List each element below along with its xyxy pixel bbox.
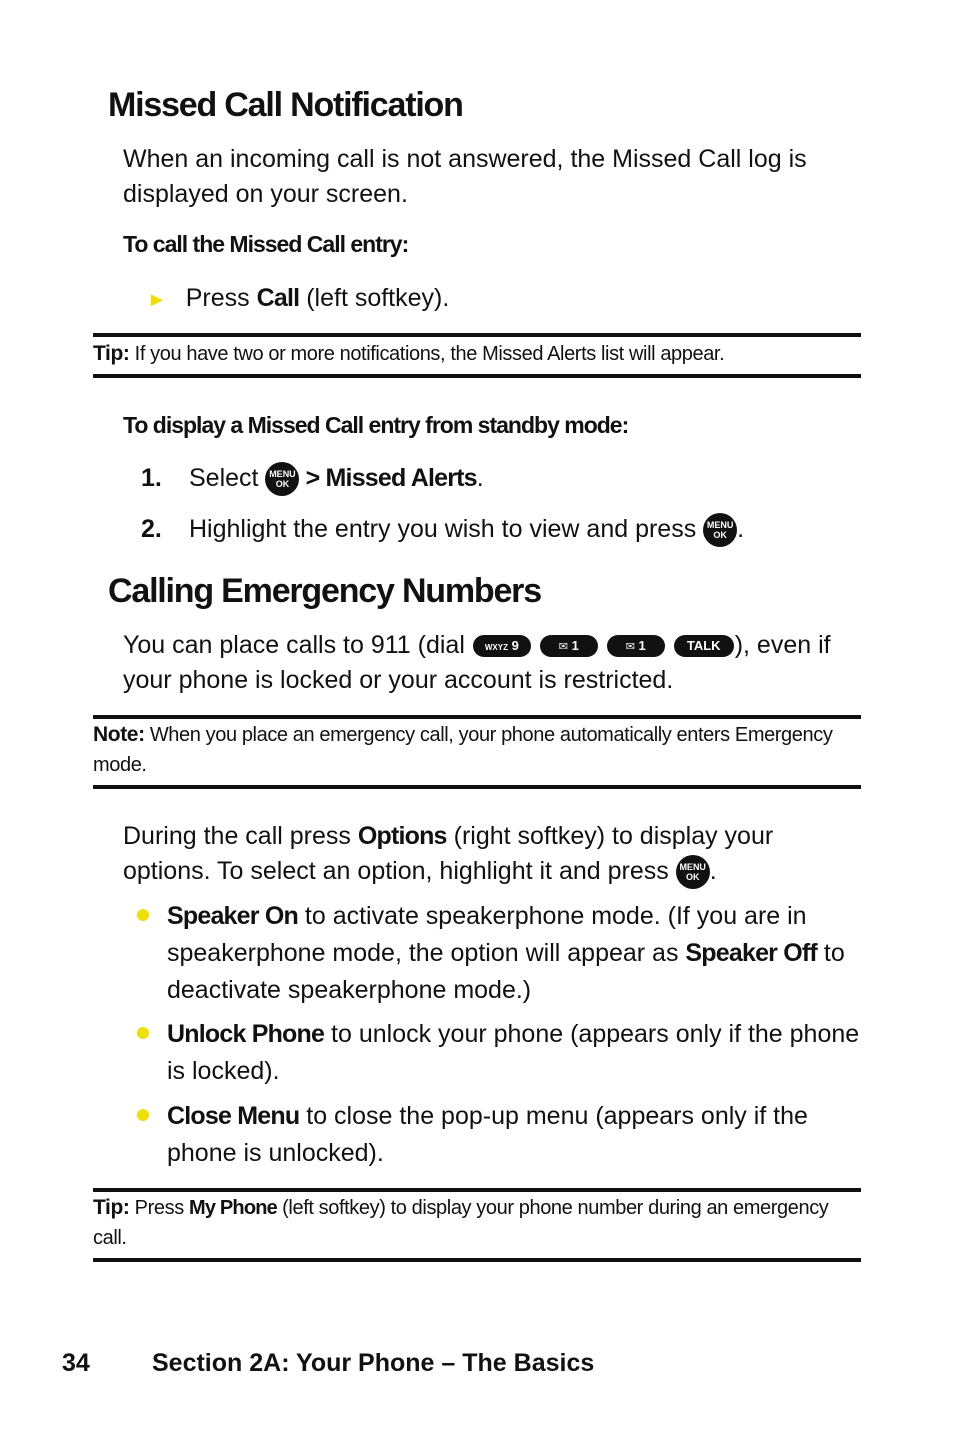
subheading-standby: To display a Missed Call entry from standby mode: bbox=[123, 412, 629, 438]
footer-section-title: Section 2A: Your Phone – The Basics bbox=[152, 1349, 595, 1377]
emergency-intro: You can place calls to 911 (dial WXYZ 9 ✉ 1 ✉ 1 TALK ), even if your phone is locked or your account is restricted. bbox=[123, 631, 831, 694]
talk-key-icon: TALK bbox=[674, 635, 734, 657]
step-number: 1. bbox=[141, 464, 162, 492]
yellow-bullet-icon bbox=[137, 909, 149, 921]
menu-ok-key-icon: MENU OK bbox=[703, 513, 737, 547]
tip2-rule-bottom bbox=[93, 1258, 861, 1262]
step-text: Highlight the entry you wish to view and press bbox=[189, 515, 704, 543]
bullet-press-call bbox=[147, 281, 449, 318]
my-phone-label: My Phone bbox=[188, 1197, 278, 1219]
step-number: 2. bbox=[141, 515, 162, 543]
tip-label: Tip: bbox=[93, 1196, 130, 1219]
option-speaker: Speaker On to activate speakerphone mode. (If you are in speakerphone mode, the option will appear as Speaker Off to deactivate speakerphone mode.) bbox=[133, 898, 861, 1009]
note-box bbox=[93, 720, 861, 780]
key-9-icon: WXYZ 9 bbox=[473, 635, 531, 657]
option-close-menu: Close Menu to close the pop-up menu (appears only if the phone is unlocked). bbox=[133, 1098, 861, 1172]
note-rule-bottom bbox=[93, 785, 861, 789]
note-label: Note: bbox=[93, 723, 145, 746]
key-1-icon: ✉ 1 bbox=[607, 635, 665, 657]
bullet-suffix: (left softkey). bbox=[299, 284, 450, 312]
tip-box-1 bbox=[93, 339, 861, 369]
tip2-rule-top bbox=[93, 1188, 861, 1192]
arrow-bullet-icon: ► bbox=[147, 289, 167, 311]
yellow-bullet-icon bbox=[137, 1027, 149, 1039]
missed-alerts-label: > Missed Alerts bbox=[299, 464, 477, 492]
step-text: Select bbox=[189, 464, 266, 492]
key-1-icon: ✉ 1 bbox=[540, 635, 598, 657]
note-text: When you place an emergency call, your phone automatically enters Emergency mode. bbox=[93, 724, 833, 776]
step-1: 1. Select MENU OK > Missed Alerts. bbox=[141, 461, 484, 496]
option-unlock: Unlock Phone to unlock your phone (appears only if the phone is locked). bbox=[133, 1016, 861, 1090]
menu-ok-key-icon: MENU OK bbox=[676, 855, 710, 889]
step-2: 2. Highlight the entry you wish to view and press MENU OK . bbox=[141, 512, 744, 547]
tip-box-2: Tip: Press My Phone (left softkey) to display your phone number during an emergency call. bbox=[93, 1196, 829, 1249]
call-softkey-label: Call bbox=[256, 284, 300, 312]
section-title-emergency: Calling Emergency Numbers bbox=[108, 572, 541, 610]
bullet-prefix: Press bbox=[185, 284, 257, 312]
tip-rule-bottom bbox=[93, 374, 861, 378]
menu-ok-key-icon: MENU OK bbox=[265, 462, 299, 496]
options-softkey-label: Options bbox=[357, 822, 447, 850]
tip-text: If you have two or more notifications, the Missed Alerts list will appear. bbox=[129, 343, 725, 365]
note-rule-top bbox=[93, 715, 861, 719]
tip-label: Tip: bbox=[93, 342, 130, 365]
yellow-bullet-icon bbox=[137, 1109, 149, 1121]
page-number: 34 bbox=[62, 1349, 90, 1377]
options-intro: During the call press Options (right softkey) to display your options. To select an option, highlight it and press MENU OK . bbox=[123, 819, 863, 889]
tip-rule-top bbox=[93, 333, 861, 337]
subheading-call-entry: To call the Missed Call entry: bbox=[123, 231, 409, 257]
section-title-missed-call: Missed Call Notification bbox=[108, 86, 463, 124]
missed-call-intro: When an incoming call is not answered, the Missed Call log is displayed on your screen. bbox=[123, 145, 807, 208]
